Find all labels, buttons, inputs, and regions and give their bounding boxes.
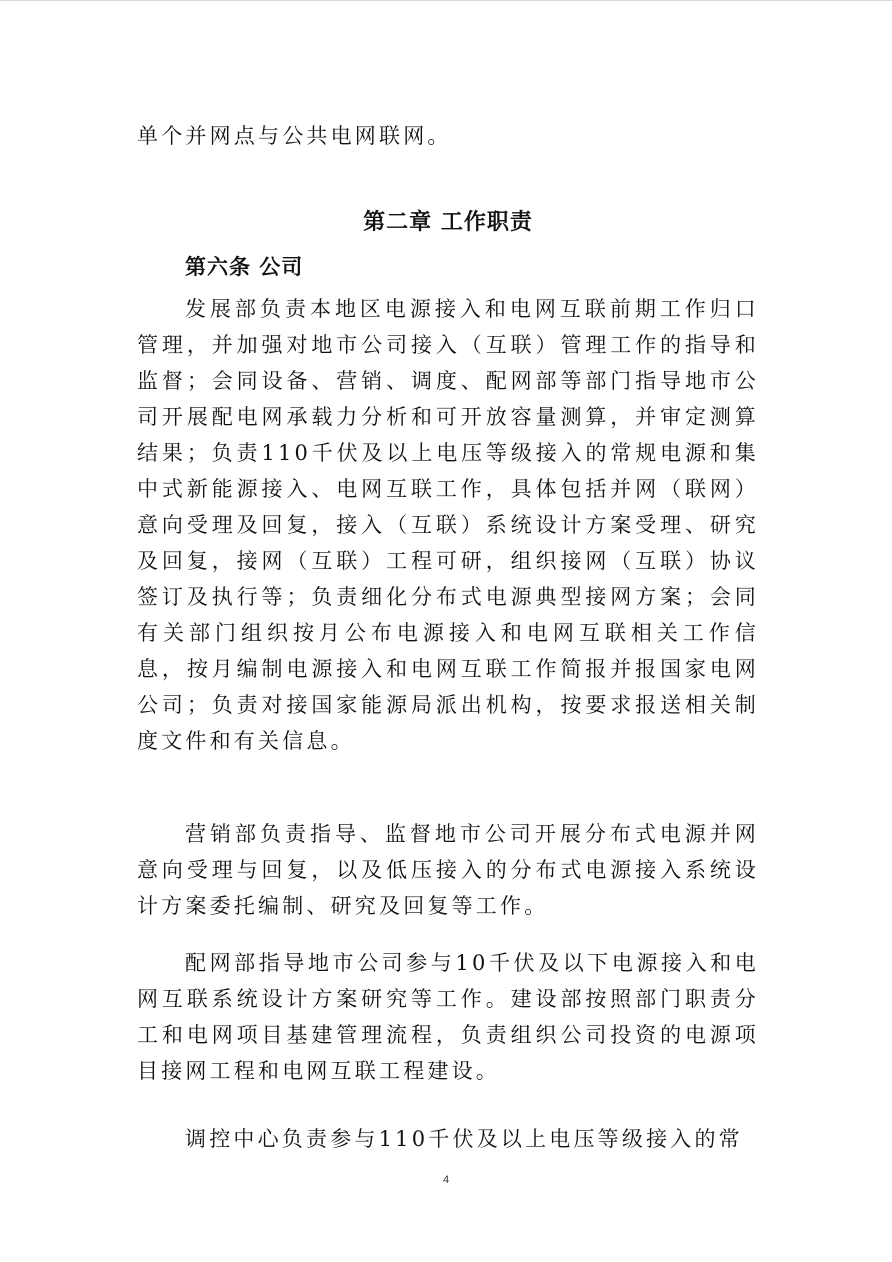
paragraph-marketing-dept: 营销部负责指导、监督地市公司开展分布式电源并网意向受理与回复，以及低压接入的分布式电源接入系统设计方案委托编制、研究及回复等工作。 [137, 822, 759, 918]
page-number: 4 [442, 1174, 450, 1186]
lead-line: 单个并网点与公共电网联网。 [137, 124, 452, 148]
paragraph-distribution-dept: 配网部指导地市公司参与10千伏及以下电源接入和电网互联系统设计方案研究等工作。建设部按照部门职责分工和电网项目基建管理流程，负责组织公司投资的电源项目接网工程和电网互联工程建设。 [137, 951, 759, 1083]
article-title: 第六条 公司 [185, 255, 304, 279]
chapter-title: 第二章 工作职责 [363, 210, 533, 235]
paragraph-dispatch-center: 调控中心负责参与110千伏及以上电压等级接入的常 [185, 1127, 743, 1151]
paragraph-development-dept: 发展部负责本地区电源接入和电网互联前期工作归口管理，并加强对地市公司接入（互联）管理工作的指导和监督；会同设备、营销、调度、配网部等部门指导地市公司开展配电网承载力分析和可开放容量测算，并审定测算结果；负责110千伏及以上电压等级接入的常规电源和集中式新能源接入、电网互联工作，具体包括并网（联网）意向受理及回复，接入（互联）系统设计方案受理、研究及回复，接网（互联）工程可研，组织接网（互联）协议签订及执行等；负责细化分布式电源典型接网方案；会同有关部门组织按月公布电源接入和电网互联相关工作信息，按月编制电源接入和电网互联工作简报并报国家电网公司；负责对接国家能源局派出机构，按要求报送相关制度文件和有关信息。 [137, 297, 759, 753]
